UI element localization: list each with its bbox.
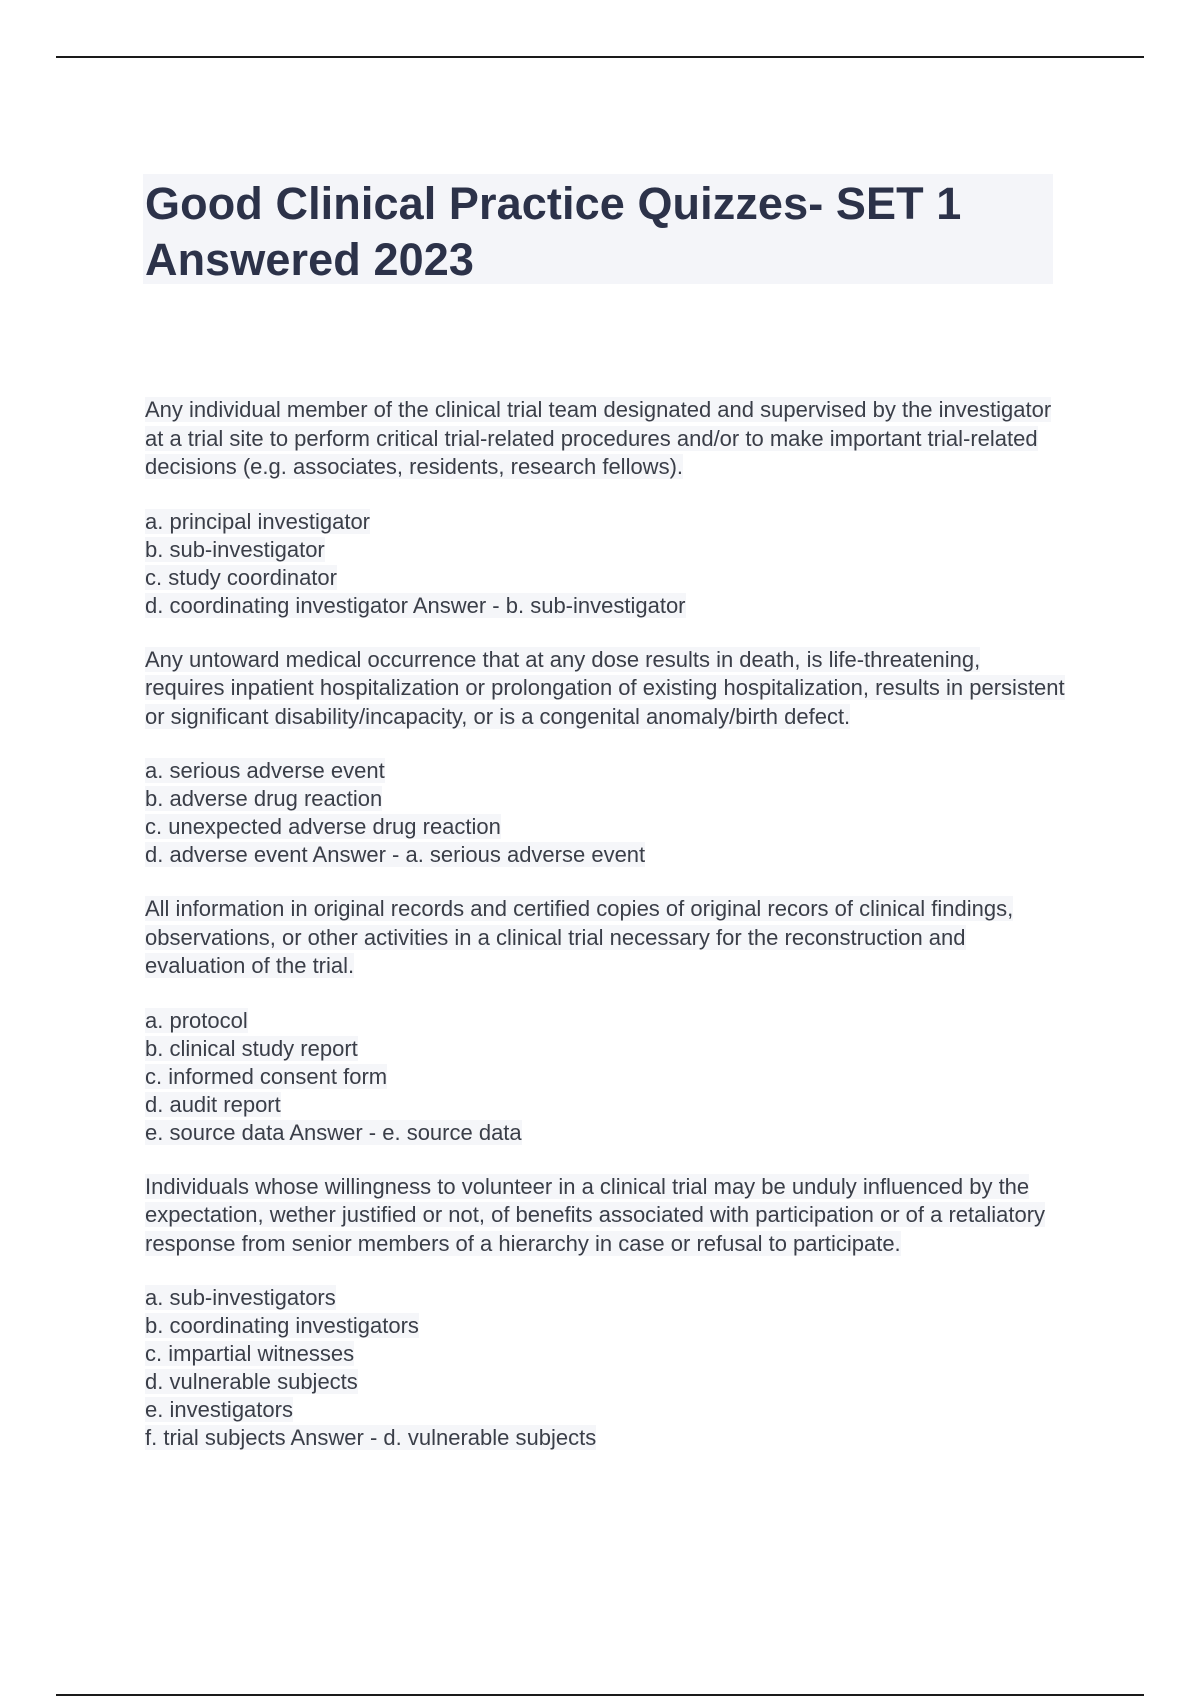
question-text-content: Any individual member of the clinical trial team designated and supervised by the investigator at a trial site to perform critical trial-related procedures and/or to make important trial-related decisions (e.g. associates, residents, research fellows). [145,397,1052,479]
option-item: d. vulnerable subjects [145,1369,358,1394]
option-item: b. clinical study report [145,1035,358,1061]
document-title [145,176,1051,288]
question-block-4 [145,1173,1065,1453]
option-item: e. investigators [145,1397,293,1422]
bottom-rule [56,1694,1144,1696]
option-item: a. serious adverse event [145,758,385,783]
option-item-with-answer: d. coordinating investigator Answer - b. sub-investigator [145,592,686,618]
question-text [145,895,1065,981]
option-item: a. principal investigator [145,508,371,534]
option-item: b. sub-investigator [145,536,325,562]
question-block-3 [145,895,1065,1147]
title-block [143,174,1053,284]
option-item: b. coordinating investigators [145,1313,419,1338]
option-list [145,508,1065,620]
option-item: c. impartial witnesses [145,1341,355,1366]
option-item: c. unexpected adverse drug reaction [145,814,501,839]
option-item: a. sub-investigators [145,1285,336,1310]
option-list [145,1007,1065,1147]
option-item: c. study coordinator [145,564,337,590]
question-text-content: Individuals whose willingness to volunteer in a clinical trial may be unduly influenced by the expectation, wether justified or not, of benefits associated with participation or of a retaliatory response from senior members of a hierarchy in case or refusal to participate. [145,1173,1046,1256]
option-item-with-answer: f. trial subjects Answer - d. vulnerable subjects [145,1425,597,1450]
title-line-1: Good Clinical Practice Quizzes- SET 1 [145,178,962,229]
question-text [145,1173,1065,1259]
option-item: a. protocol [145,1007,248,1033]
question-list [145,396,1065,1478]
option-item: c. informed consent form [145,1063,388,1089]
question-block-1 [145,396,1065,620]
option-list [145,1284,1065,1452]
question-text-content: Any untoward medical occurrence that at any dose results in death, is life-threatening, requires inpatient hospitalization or prolongation of existing hospitalization, results in persistent or significant disability/incapacity, or is a congenital anomaly/birth defect. [145,646,1065,729]
option-item: b. adverse drug reaction [145,786,383,811]
option-list [145,757,1065,869]
question-block-2 [145,646,1065,870]
top-rule [56,56,1144,58]
option-item-with-answer: e. source data Answer - e. source data [145,1119,522,1145]
title-line-2: Answered 2023 [145,234,474,285]
option-item: d. audit report [145,1091,281,1117]
option-item-with-answer: d. adverse event Answer - a. serious adverse event [145,842,646,867]
question-text [145,646,1065,732]
question-text [145,396,1065,482]
question-text-content: All information in original records and certified copies of original recors of clinical findings, observations, or other activities in a clinical trial necessary for the reconstruction and evaluation of the trial. [145,896,1014,978]
